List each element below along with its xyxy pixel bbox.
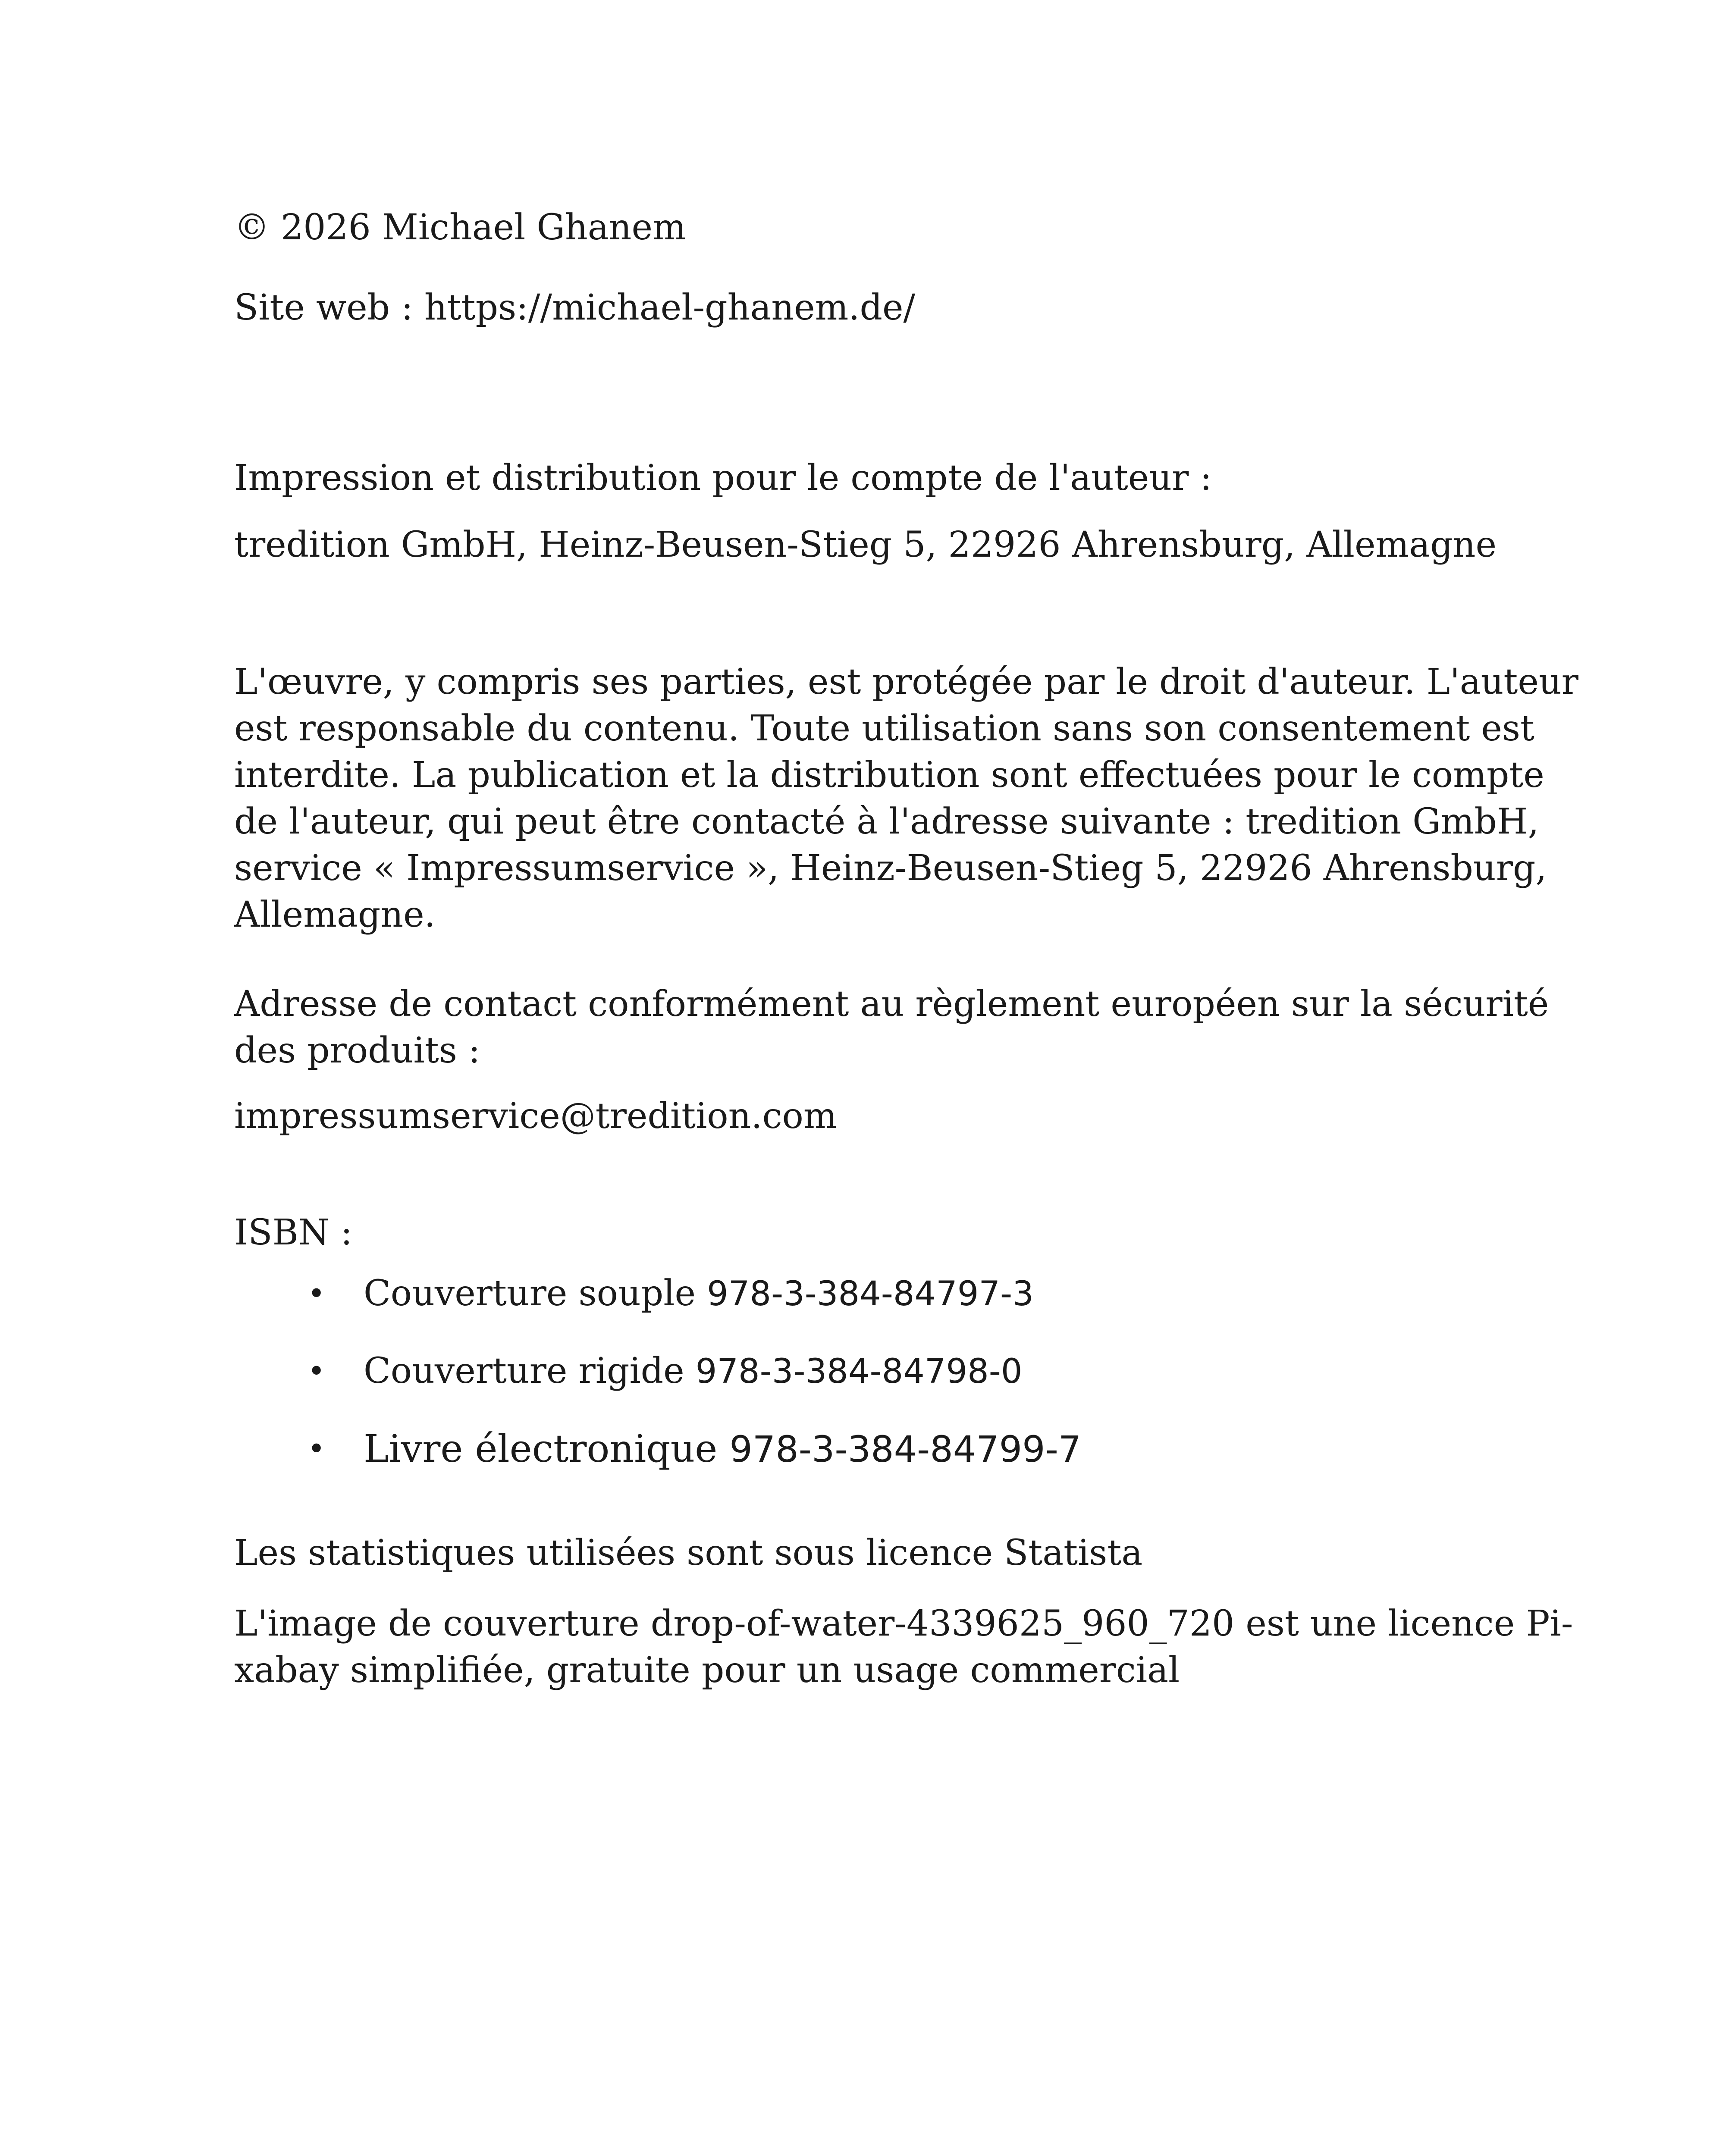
bullet-icon: • <box>307 1354 326 1389</box>
isbn-format-label: Livre électronique <box>364 1426 718 1471</box>
legal-notice-line: L'œuvre, y compris ses parties, est protégée par le droit d'auteur. L'auteur <box>234 661 1578 702</box>
isbn-format-label: Couverture souple <box>364 1273 696 1314</box>
copyright-line: © 2026 Michael Ghanem <box>234 207 686 248</box>
contact-email: impressumservice@tredition.com <box>234 1096 837 1137</box>
isbn-number: 978-3-384-84799-7 <box>729 1428 1082 1470</box>
legal-notice <box>234 659 1578 938</box>
isbn-format-label: Couverture rigide <box>364 1351 684 1391</box>
legal-notice-line: Allemagne. <box>234 894 436 935</box>
isbn-number: 978-3-384-84797-3 <box>707 1275 1034 1313</box>
cover-image-notice-line: xabay simplifiée, gratuite pour un usage commercial <box>234 1650 1180 1691</box>
cover-image-notice-line: L'image de couverture drop-of-water-4339625_960_720 est une licence Pi- <box>234 1603 1573 1644</box>
isbn-label: ISBN : <box>234 1212 353 1253</box>
legal-notice-line: de l'auteur, qui peut être contacté à l'adresse suivante : tredition GmbH, <box>234 801 1539 842</box>
legal-notice-line: interdite. La publication et la distribution sont effectuées pour le compte <box>234 755 1544 796</box>
isbn-number: 978-3-384-84798-0 <box>695 1352 1023 1391</box>
legal-notice-line: est responsable du contenu. Toute utilisation sans son consentement est <box>234 708 1534 749</box>
cover-image-notice <box>234 1601 1573 1694</box>
printing-address: tredition GmbH, Heinz-Beusen-Stieg 5, 22926 Ahrensburg, Allemagne <box>234 524 1497 565</box>
printing-label: Impression et distribution pour le compte de l'auteur : <box>234 458 1212 498</box>
website-line: Site web : https://michael-ghanem.de/ <box>234 287 916 328</box>
statistics-notice: Les statistiques utilisées sont sous licence Statista <box>234 1532 1143 1573</box>
bullet-icon: • <box>307 1276 326 1311</box>
contact-notice <box>234 981 1549 1074</box>
contact-notice-line: des produits : <box>234 1030 480 1071</box>
bullet-icon: • <box>307 1431 326 1467</box>
legal-notice-line: service « Impressumservice », Heinz-Beusen-Stieg 5, 22926 Ahrensburg, <box>234 848 1547 889</box>
contact-notice-line: Adresse de contact conformément au règlement européen sur la sécurité <box>234 984 1549 1025</box>
